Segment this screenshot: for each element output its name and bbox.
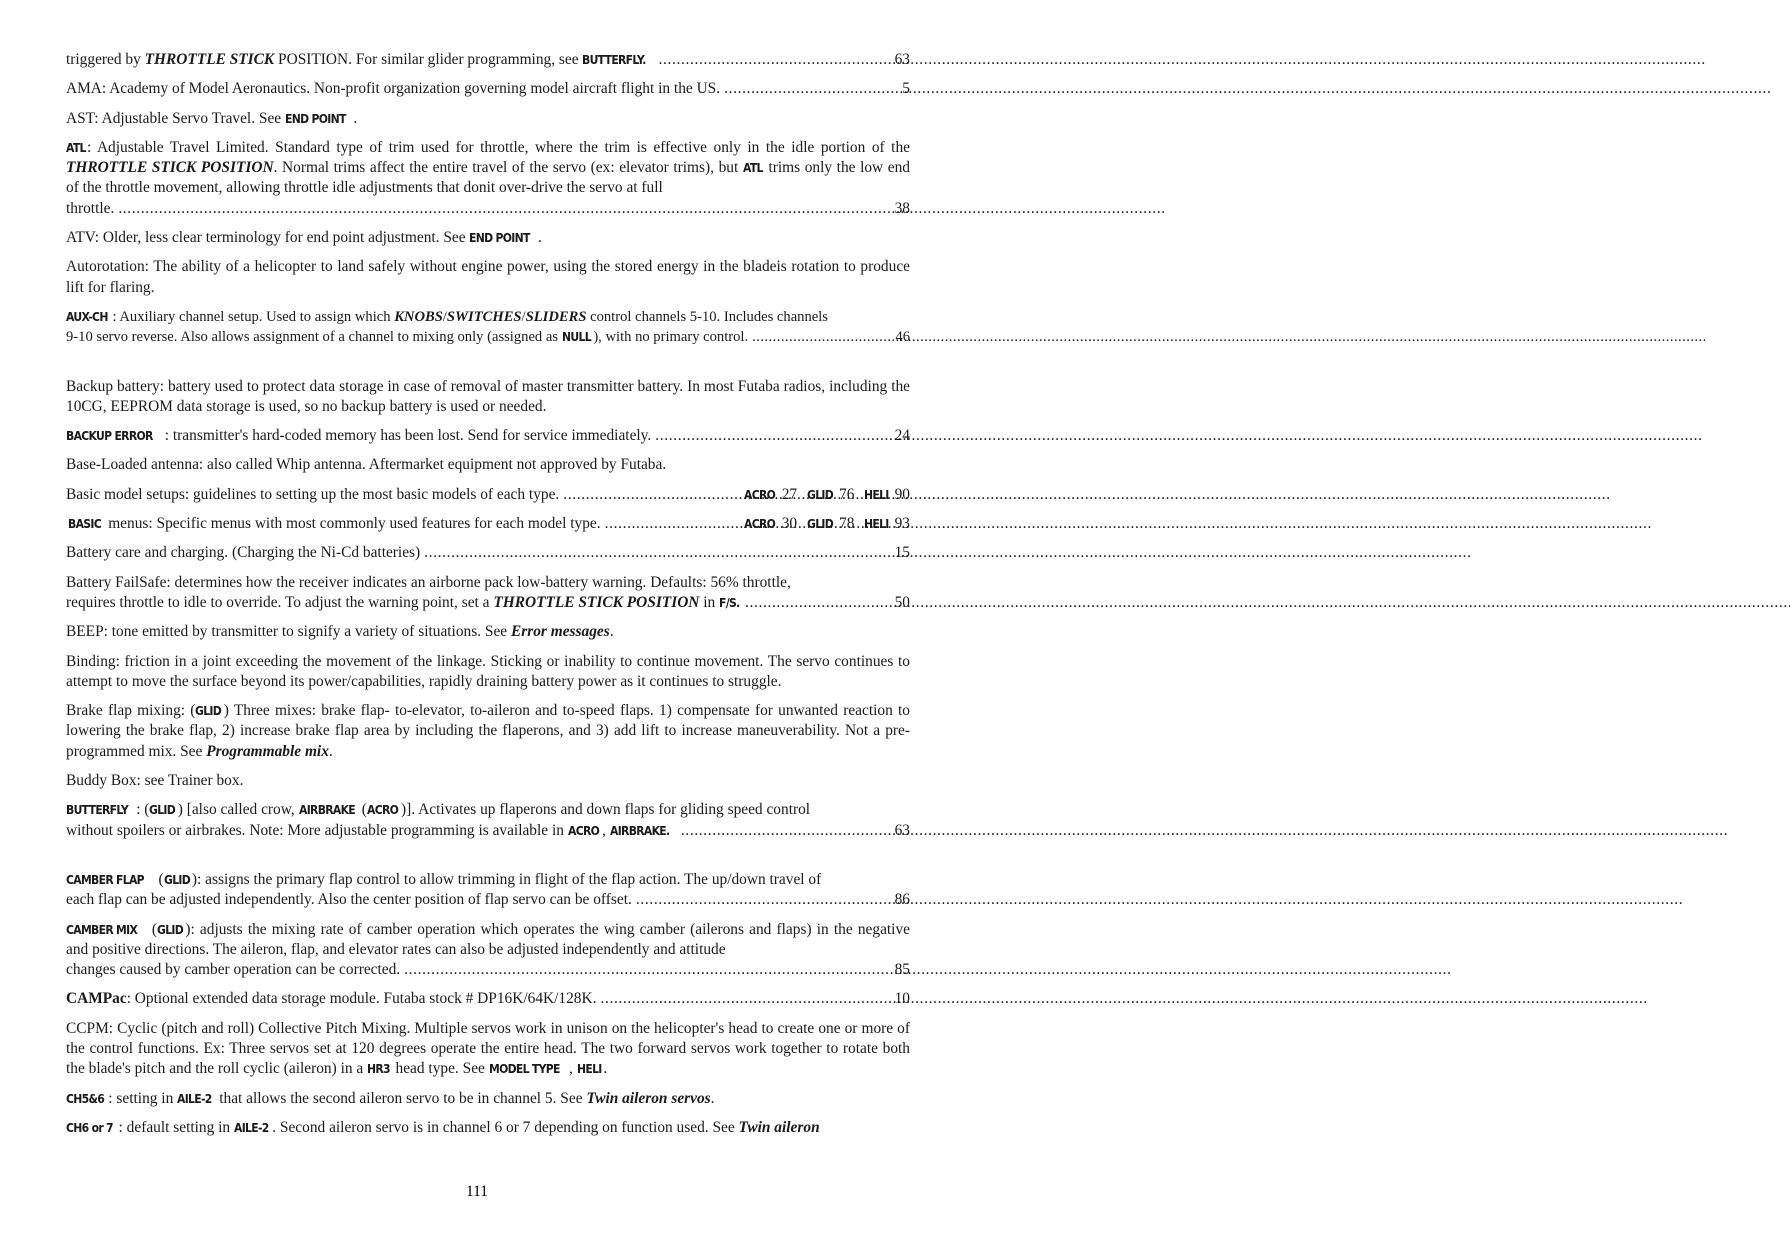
keyword-aux-ch: AUX-CH: [66, 308, 108, 324]
entry-text: (: [146, 920, 158, 938]
entry-camber-mix-end: [66, 960, 910, 980]
page-reference: 85: [894, 961, 910, 979]
entry-text: CCPM: Cyclic (pitch and roll) Collective Pitch Mixing. Multiple servos work in unison on the helicopter's head to create one or more of the control functions. Ex: Three servos set at 120 degrees operate the entire head. The two forward servos work together to rotate both the blade's pitch and the roll cyclic (aileron) in a: [66, 1019, 910, 1078]
emphasis-term: Twin aileron: [738, 1118, 820, 1136]
entry-text: )]. Activates up flaperons and down flaps for gliding speed control: [401, 801, 811, 819]
keyword-glid: GLID: [149, 802, 176, 818]
entry-text: : default setting in: [118, 1118, 234, 1136]
entry-atl-end: [66, 199, 910, 219]
entry-battery-failsafe-end: [66, 593, 910, 613]
entry-brake-flap: [66, 701, 910, 762]
entry-text: : Adjustable Travel Limited. Standard type of trim used for throttle, where the trim is effective only in the idle portion of the: [86, 138, 910, 156]
entry-text: without spoilers or airbrakes. Note: More adjustable programming is available in: [66, 821, 568, 839]
leader-dots: [118, 199, 890, 219]
entry-text: Battery FailSafe: determines how the receiver indicates an airborne pack low-battery warning. Defaults: 56% throttle,: [66, 573, 791, 591]
keyword-acro: ACRO: [743, 486, 775, 502]
entry-atl: [66, 138, 910, 199]
page-reference: 90: [894, 485, 910, 503]
entry-camber-mix: [66, 920, 910, 961]
page-reference: 86: [894, 891, 910, 909]
entry-buddy-box: [66, 771, 910, 791]
entry-text: each flap can be adjusted independently. Also the center position of flap servo can be offset.: [66, 891, 632, 909]
page-reference: 63: [894, 51, 910, 68]
entry-text: ,: [602, 821, 610, 839]
entry-text: trims only the low end of the throttle movement, allowing throttle idle adjustments that donit over-drive the servo at full: [66, 159, 910, 197]
keyword-acro: ACRO: [567, 822, 599, 838]
entry-campac: [66, 989, 910, 1009]
keyword-aile-2: AILE-2: [177, 1090, 212, 1106]
leader-dots: [636, 890, 891, 910]
keyword-atl: ATL: [66, 139, 86, 155]
emphasis-term: THROTTLE STICK POSITION: [493, 593, 700, 611]
leader-dots: [655, 426, 890, 446]
entry-text: : setting in: [108, 1089, 178, 1107]
entry-ch6-7: [66, 1118, 910, 1138]
page-reference: 5: [902, 80, 910, 98]
entry-text: (: [154, 870, 164, 888]
entry-text: ,: [568, 1060, 577, 1078]
keyword-airbrake: AIRBRAKE.: [609, 822, 670, 838]
entry-butterfly-end: [66, 821, 910, 841]
keyword-glid: GLID: [806, 486, 833, 502]
keyword-butterfly: BUTTERFLY: [66, 802, 129, 818]
entry-text: (: [361, 801, 367, 819]
leader-dots: [745, 593, 891, 613]
entry-ch5-6: [66, 1089, 910, 1109]
entry-text: that allows the second aileron servo to be in channel 5. See: [215, 1089, 587, 1107]
entry-text: .: [609, 623, 614, 641]
leader-dots: [404, 960, 890, 980]
page-reference: 76: [839, 485, 855, 503]
entry-text: Basic model setups: guidelines to setting up the most basic models of each type.: [66, 485, 560, 503]
entry-battery-failsafe: [66, 573, 910, 593]
page-reference: 63: [894, 821, 910, 839]
entry-backup-battery: [66, 377, 910, 418]
keyword-heli: HELI: [576, 1061, 602, 1077]
page-reference: 38: [894, 199, 910, 217]
entry-ama: [66, 79, 910, 99]
entry-butterfly: [66, 800, 910, 820]
emphasis-term: SWITCHES: [446, 308, 522, 325]
entry-beep: [66, 622, 910, 642]
entry-text: requires throttle to idle to override. To adjust the warning point, set a: [66, 593, 494, 611]
entry-text: control channels 5-10. Includes channels: [586, 308, 828, 325]
entry-atv: [66, 228, 910, 248]
entry-text: POSITION. For similar glider programming, see: [274, 51, 583, 68]
entry-text: : transmitter's hard-coded memory has been lost. Send for service immediately.: [164, 427, 652, 445]
emphasis-term: Twin aileron servos: [586, 1089, 711, 1107]
entry-autorotation: [66, 257, 910, 298]
entry-text: Backup battery: battery used to protect data storage in case of removal of master transmitter battery. In most Futaba radios, including the 10CG, EEPROM data storage is used, so no backup battery is used or needed.: [66, 377, 910, 415]
separator: /: [521, 308, 526, 325]
entry-ast: [66, 109, 910, 129]
page-reference: 78: [839, 515, 855, 533]
entry-text: . Normal trims affect the entire travel of the servo (ex: elevator trims), but: [273, 159, 743, 177]
entry-text: ) Three mixes: brake flap- to-elevator, to-aileron and to-speed flaps. 1) compensate for unwanted reaction to lowering the brake flap, 2) increase brake flap area by including the flaperons, and 3) add lift to increase maneuverability. Not a pre-programmed mix. See: [66, 702, 910, 760]
keyword-camber-mix: CAMBER MIX: [66, 921, 138, 937]
entry-base-loaded: [66, 455, 910, 475]
entry-text: Binding: friction in a joint exceeding the movement of the linkage. Sticking or inability to continue movement. The servo continues to attempt to move the surface beyond its power/capabilities, rapidly draining battery power as it continues to struggle.: [66, 652, 910, 690]
leader-dots: [605, 514, 738, 534]
keyword-atl: ATL: [742, 160, 763, 176]
entry-text: throttle.: [66, 199, 115, 217]
keyword-acro: ACRO: [366, 802, 398, 818]
entry-aux-ch: [66, 307, 910, 327]
entry-camber-flap-end: [66, 890, 910, 910]
entry-text: ) [also called crow,: [177, 801, 299, 819]
entry-text: in: [699, 593, 720, 611]
entry-text: .: [710, 1089, 715, 1107]
keyword-backup-error: BACKUP ERROR: [66, 428, 153, 444]
entry-text: : (: [136, 801, 150, 819]
entry-text: AMA: Academy of Model Aeronautics. Non-profit organization governing model aircraft flight in the US.: [66, 80, 721, 98]
entry-text: ): adjusts the mixing rate of camber operation which operates the wing camber (ailerons and flaps) in the negative and positive directions. The aileron, flap, and elevator rates can also be adjusted independently and attitude: [66, 920, 910, 958]
emphasis-term: KNOBS: [394, 308, 443, 325]
leader-dots: [659, 50, 891, 70]
leader-dots: [563, 485, 737, 505]
entry-battery-care: [66, 543, 910, 563]
entry-text: 9-10 servo reverse. Also allows assignment of a channel to mixing only (assigned as: [66, 329, 562, 346]
entry-text: Autorotation: The ability of a helicopter to land safely without engine power, using the stored energy in the bladeis rotation to produce lift for flaring.: [66, 258, 910, 296]
keyword-acro: ACRO: [743, 516, 775, 532]
entry-text: .: [537, 229, 542, 247]
emphasis-term: Programmable mix: [206, 742, 329, 760]
page-reference: 46: [895, 329, 910, 346]
entry-text: menus: Specific menus with most commonly used features for each model type.: [104, 515, 601, 533]
entry-text: changes caused by camber operation can be corrected.: [66, 961, 401, 979]
entry-text: : Optional extended data storage module. Futaba stock # DP16K/64K/128K.: [126, 990, 597, 1008]
keyword-glid: GLID: [157, 921, 184, 937]
page-reference: 93: [894, 515, 910, 533]
entry-backup-error: [66, 426, 910, 446]
entry-text: Base-Loaded antenna: also called Whip antenna. Aftermarket equipment not approved by Futaba.: [66, 456, 667, 474]
separator: /: [442, 308, 447, 325]
page-reference: 10: [894, 990, 910, 1008]
keyword-glid: GLID: [195, 703, 222, 719]
keyword-null: NULL: [561, 329, 591, 345]
entry-aux-ch-end: [66, 327, 910, 347]
emphasis-term: Error messages: [510, 623, 610, 641]
entry-text: ), with no primary control.: [593, 329, 749, 346]
page-reference: 30: [781, 515, 798, 533]
keyword-end-point: END POINT: [469, 230, 531, 246]
entry-text: BEEP: tone emitted by transmitter to signify a variety of situations. See: [66, 623, 511, 641]
keyword-glid: GLID: [806, 516, 833, 532]
keyword-end-point: END POINT: [284, 110, 346, 126]
entry-text: Buddy Box: see Trainer box.: [66, 772, 244, 790]
keyword-ch6-or-7: CH6 or 7: [66, 1119, 113, 1135]
page-number: 111: [466, 1183, 488, 1200]
keyword-ch5-6: CH5&6: [66, 1090, 105, 1106]
keyword-hr3: HR3: [367, 1061, 390, 1077]
entry-text: ATV: Older, less clear terminology for end point adjustment. See: [66, 229, 470, 247]
entry-ccpm: [66, 1019, 910, 1080]
page-reference: 27: [781, 485, 798, 503]
entry-text: . Second aileron servo is in channel 6 or 7 depending on function used. See: [272, 1118, 739, 1136]
page-reference: 50: [894, 593, 910, 611]
entry-text: triggered by: [66, 51, 145, 68]
keyword-heli: HELI: [864, 486, 889, 502]
emphasis-term: THROTTLE STICK POSITION: [66, 159, 274, 177]
entry-text: .: [353, 109, 358, 127]
entry-binding: [66, 652, 910, 693]
entry-text: ): assigns the primary flap control to allow trimming in flight of the flap action. The up/down travel of: [191, 870, 822, 888]
keyword-fs: F/S.: [719, 594, 740, 610]
page-reference: 24: [894, 427, 910, 445]
keyword-aile-2: AILE-2: [233, 1119, 269, 1135]
glossary-page: [66, 50, 910, 1147]
entry-text: head type. See: [391, 1060, 489, 1078]
keyword-basic: BASIC: [68, 516, 101, 532]
page-reference: 15: [894, 544, 910, 562]
leader-dots: [724, 79, 898, 99]
entry-text: AST: Adjustable Servo Travel. See: [66, 109, 285, 127]
entry-text: .: [603, 1060, 608, 1078]
entry-text: : Auxiliary channel setup. Used to assign which: [112, 308, 395, 325]
leader-dots: [752, 327, 891, 347]
keyword-glid: GLID: [163, 871, 190, 887]
keyword-model-type: MODEL TYPE: [488, 1061, 560, 1077]
keyword-camber-flap: CAMBER FLAP: [66, 871, 144, 887]
entry-camber-flap: [66, 870, 910, 890]
entry-basic-setups: [66, 485, 910, 505]
keyword-airbrake: AIRBRAKE: [298, 802, 355, 818]
emphasis-term: THROTTLE STICK: [144, 51, 275, 68]
emphasis-term: SLIDERS: [525, 308, 587, 325]
entry-text: Battery care and charging. (Charging the Ni-Cd batteries): [66, 544, 421, 562]
entry-text: Brake flap mixing: (: [66, 702, 196, 720]
bold-term: CAMPac: [66, 990, 127, 1008]
leader-dots: [600, 989, 890, 1009]
leader-dots: [424, 543, 890, 563]
keyword-heli: HELI: [864, 516, 889, 532]
entry-text: .: [328, 742, 333, 760]
entry-triggered: [66, 50, 910, 70]
leader-dots: [681, 821, 891, 841]
entry-basic-menus: [66, 514, 910, 534]
keyword-butterfly: BUTTERFLY.: [582, 52, 647, 67]
